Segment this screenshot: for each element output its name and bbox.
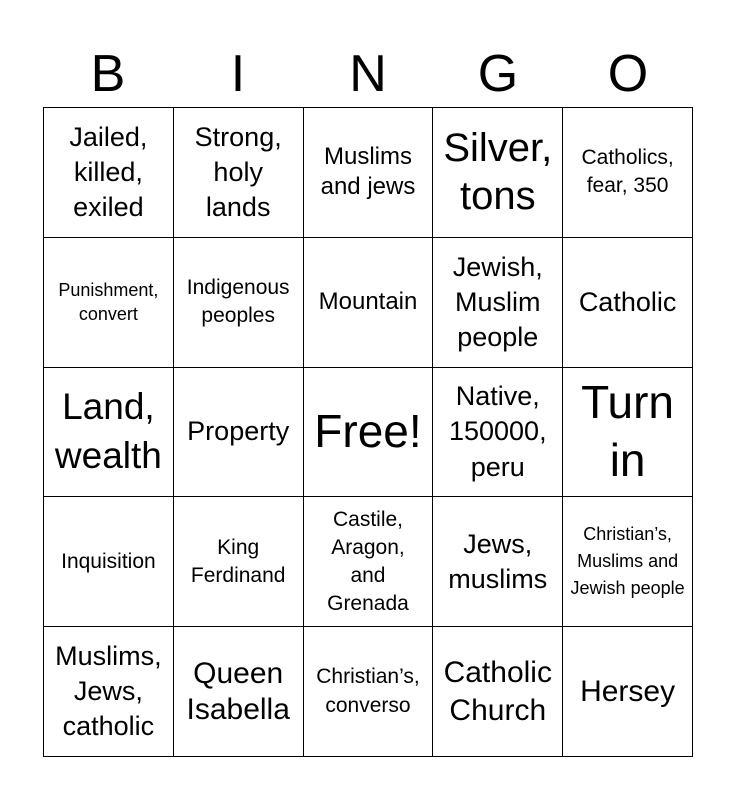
cell-text: Christian’s, Muslims and Jewish people (570, 524, 685, 599)
bingo-cell-r2c1[interactable] (44, 238, 174, 368)
bingo-board (43, 107, 693, 757)
bingo-cell-r5c1[interactable] (44, 627, 174, 757)
cell-text: Queen Isabella (186, 657, 290, 726)
cell-text: Catholic Church (443, 656, 552, 727)
bingo-cell-r3c1[interactable] (44, 368, 174, 498)
header-letter-i: I (230, 45, 246, 103)
cell-text: Strong, holy lands (194, 121, 282, 222)
cell-text: Jews, muslims (448, 528, 548, 594)
header-letter-n: N (349, 45, 387, 103)
cell-text: Native, 150000, peru (448, 381, 547, 482)
cell-text: Property (187, 416, 290, 447)
cell-text: Mountain (318, 287, 418, 315)
bingo-header (43, 40, 693, 108)
cell-text: Hersey (580, 674, 676, 708)
cell-text: Silver, tons (443, 125, 553, 219)
cell-text: Indigenous peoples (186, 276, 290, 328)
header-letter-b: B (90, 45, 126, 103)
bingo-cell-r4c2[interactable] (174, 497, 304, 627)
cell-text: King Ferdinand (190, 535, 286, 587)
bingo-cell-r2c3[interactable] (304, 238, 434, 368)
cell-text: Turn in (581, 376, 675, 486)
cell-text: Inquisition (61, 549, 156, 573)
cell-text: Catholic (578, 286, 677, 317)
cell-text: Castile, Aragon, and Grenada (327, 507, 409, 615)
cell-text: Jailed, killed, exiled (69, 121, 148, 222)
header-letter-o: O (607, 45, 649, 103)
bingo-cell-r4c1[interactable] (44, 497, 174, 627)
cell-text: Muslims, Jews, catholic (55, 640, 162, 742)
bingo-cell-r5c4[interactable] (433, 627, 563, 757)
bingo-cell-r1c1[interactable] (44, 108, 174, 238)
bingo-cell-r2c2[interactable] (174, 238, 304, 368)
bingo-cell-r1c4[interactable] (433, 108, 563, 238)
cell-text: Free! (314, 405, 422, 458)
bingo-cell-r3c4[interactable] (433, 368, 563, 498)
bingo-cell-r5c2[interactable] (174, 627, 304, 757)
bingo-cell-r3c3[interactable] (304, 368, 434, 498)
bingo-cell-r4c4[interactable] (433, 497, 563, 627)
bingo-cell-r3c5[interactable] (563, 368, 693, 498)
bingo-cell-r3c2[interactable] (174, 368, 304, 498)
bingo-cell-r2c5[interactable] (563, 238, 693, 368)
cell-text: Jewish, Muslim people (452, 251, 543, 352)
bingo-cell-r4c3[interactable] (304, 497, 434, 627)
bingo-cell-r5c3[interactable] (304, 627, 434, 757)
cell-text: Muslims and jews (320, 142, 416, 201)
bingo-cell-r1c3[interactable] (304, 108, 434, 238)
bingo-cell-r4c5[interactable] (563, 497, 693, 627)
bingo-cell-r1c2[interactable] (174, 108, 304, 238)
bingo-cell-r5c5[interactable] (563, 627, 693, 757)
cell-text: Land, wealth (54, 386, 162, 476)
cell-text: Catholics, fear, 350 (581, 146, 674, 198)
cell-text: Punishment, convert (58, 279, 159, 325)
bingo-cell-r1c5[interactable] (563, 108, 693, 238)
bingo-cell-r2c4[interactable] (433, 238, 563, 368)
header-letter-g: G (477, 45, 519, 103)
cell-text: Christian’s, converso (316, 665, 420, 717)
